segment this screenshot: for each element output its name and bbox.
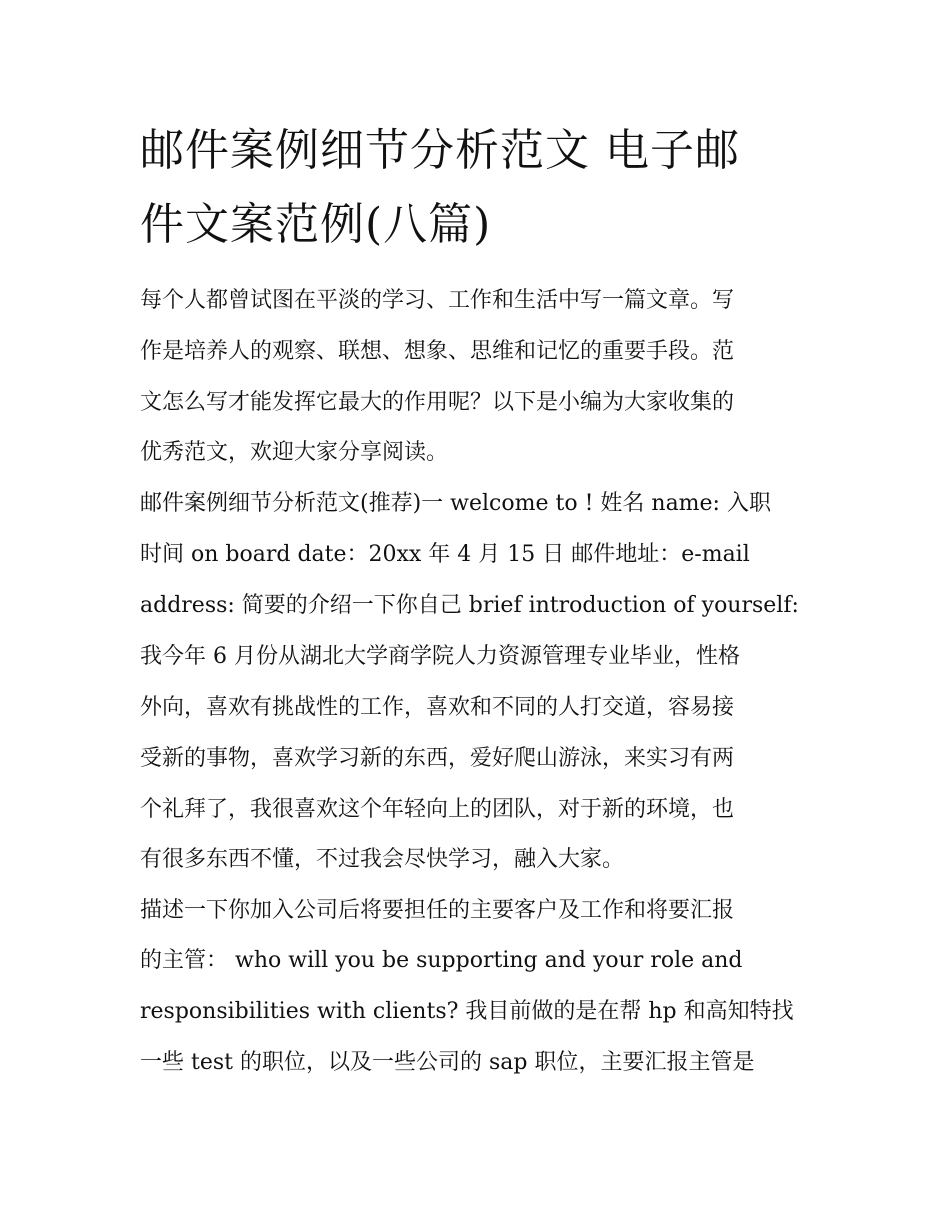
- body-line-9: 外向，喜欢有挑战性的工作，喜欢和不同的人打交道，容易接: [140, 695, 735, 720]
- body-line-3: 文怎么写才能发挥它最大的作用呢？以下是小编为大家收集的: [140, 390, 735, 415]
- title-line-1: 邮件案例细节分析范文 电子邮: [140, 125, 740, 176]
- body-line-10: 受新的事物，喜欢学习新的东西，爱好爬山游泳，来实习有两: [140, 746, 735, 771]
- body-line-8: 我今年 6 月份从湖北大学商学院人力资源管理专业毕业，性格: [140, 644, 740, 669]
- body-line-2: 作是培养人的观察、联想、想象、思维和记忆的重要手段。范: [140, 339, 735, 364]
- body-line-15: responsibilities with clients? 我目前做的是在帮 hp 和高知特找: [140, 999, 794, 1024]
- body-line-16: 一些 test 的职位，以及一些公司的 sap 职位，主要汇报主管是: [140, 1050, 755, 1075]
- body-line-1: 每个人都曾试图在平淡的学习、工作和生活中写一篇文章。写: [140, 288, 735, 313]
- body-line-4: 优秀范文，欢迎大家分享阅读。: [140, 440, 449, 465]
- body-line-14: 的主管： who will you be supporting and your role and: [140, 948, 743, 973]
- body-line-5: 邮件案例细节分析范文(推荐)一 welcome to ! 姓名 name: 入职: [140, 491, 771, 516]
- document-title: [140, 114, 820, 262]
- title-line-2: 件文案范例(八篇): [140, 199, 492, 250]
- body-line-6: 时间 on board date：20xx 年 4 月 15 日 邮件地址：e-mail: [140, 542, 750, 567]
- body-line-11: 个礼拜了，我很喜欢这个年轻向上的团队，对于新的环境，也: [140, 797, 735, 822]
- body-line-12: 有很多东西不懂，不过我会尽快学习，融入大家。: [140, 847, 625, 872]
- body-line-7: address: 简要的介绍一下你自己 brief introduction of yourself:: [140, 593, 799, 618]
- body-line-13: 描述一下你加入公司后将要担任的主要客户及工作和将要汇报: [140, 898, 735, 923]
